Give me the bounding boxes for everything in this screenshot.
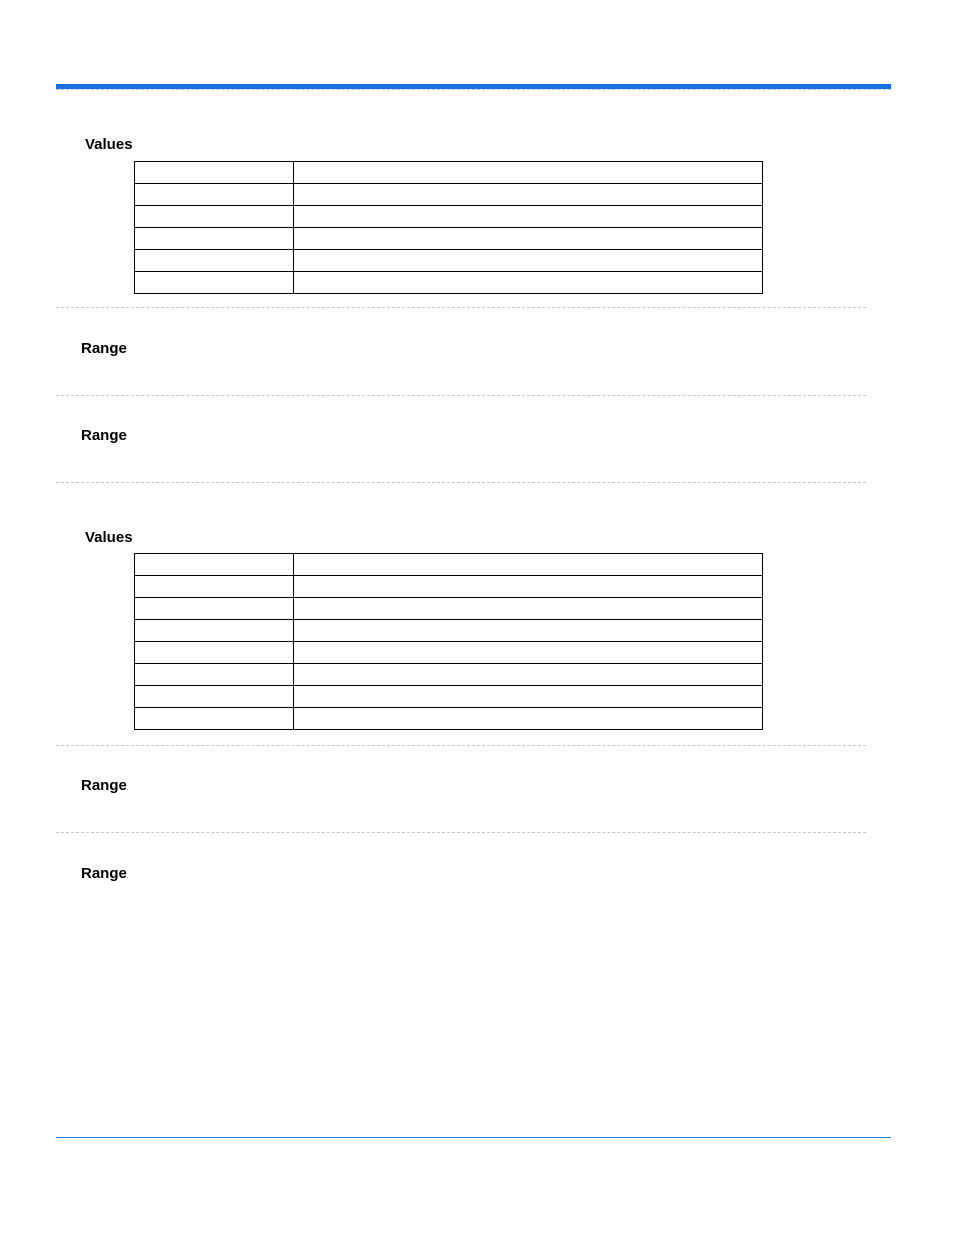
table-cell — [294, 686, 763, 708]
range-label: Range — [81, 427, 127, 444]
table-row — [135, 664, 763, 686]
table-row — [135, 620, 763, 642]
values-table — [134, 161, 763, 294]
values-label: Values — [85, 136, 133, 153]
values-table — [134, 553, 763, 730]
table-cell — [294, 664, 763, 686]
table-cell — [294, 642, 763, 664]
table-cell — [135, 686, 294, 708]
values-label: Values — [85, 529, 133, 546]
section-separator — [56, 307, 866, 308]
range-label: Range — [81, 777, 127, 794]
table-cell — [294, 272, 763, 294]
table-row — [135, 272, 763, 294]
table-cell — [294, 708, 763, 730]
table-cell — [294, 598, 763, 620]
table-row — [135, 642, 763, 664]
table-row — [135, 576, 763, 598]
section-separator — [56, 745, 866, 746]
table-cell — [135, 272, 294, 294]
table-cell — [135, 250, 294, 272]
table-cell — [294, 250, 763, 272]
table-cell — [135, 642, 294, 664]
table-cell — [135, 664, 294, 686]
range-label: Range — [81, 340, 127, 357]
table-cell — [135, 228, 294, 250]
table-cell — [135, 620, 294, 642]
section-separator — [56, 482, 866, 483]
section-separator — [56, 395, 866, 396]
table-cell — [294, 554, 763, 576]
table-cell — [294, 576, 763, 598]
table-cell — [135, 206, 294, 228]
table-cell — [135, 708, 294, 730]
table-cell — [135, 184, 294, 206]
table-cell — [135, 162, 294, 184]
table-cell — [135, 598, 294, 620]
table-cell — [135, 576, 294, 598]
table-row — [135, 184, 763, 206]
table-cell — [294, 162, 763, 184]
table-cell — [294, 184, 763, 206]
footer-rule — [56, 1137, 891, 1138]
table-cell — [294, 206, 763, 228]
table-cell — [135, 554, 294, 576]
table-row — [135, 162, 763, 184]
table-row — [135, 708, 763, 730]
range-label: Range — [81, 865, 127, 882]
table-row — [135, 554, 763, 576]
table-row — [135, 598, 763, 620]
table-cell — [294, 620, 763, 642]
header-rule-shadow — [56, 89, 891, 90]
table-cell — [294, 228, 763, 250]
section-separator — [56, 832, 866, 833]
table-row — [135, 206, 763, 228]
table-row — [135, 250, 763, 272]
table-row — [135, 228, 763, 250]
table-row — [135, 686, 763, 708]
